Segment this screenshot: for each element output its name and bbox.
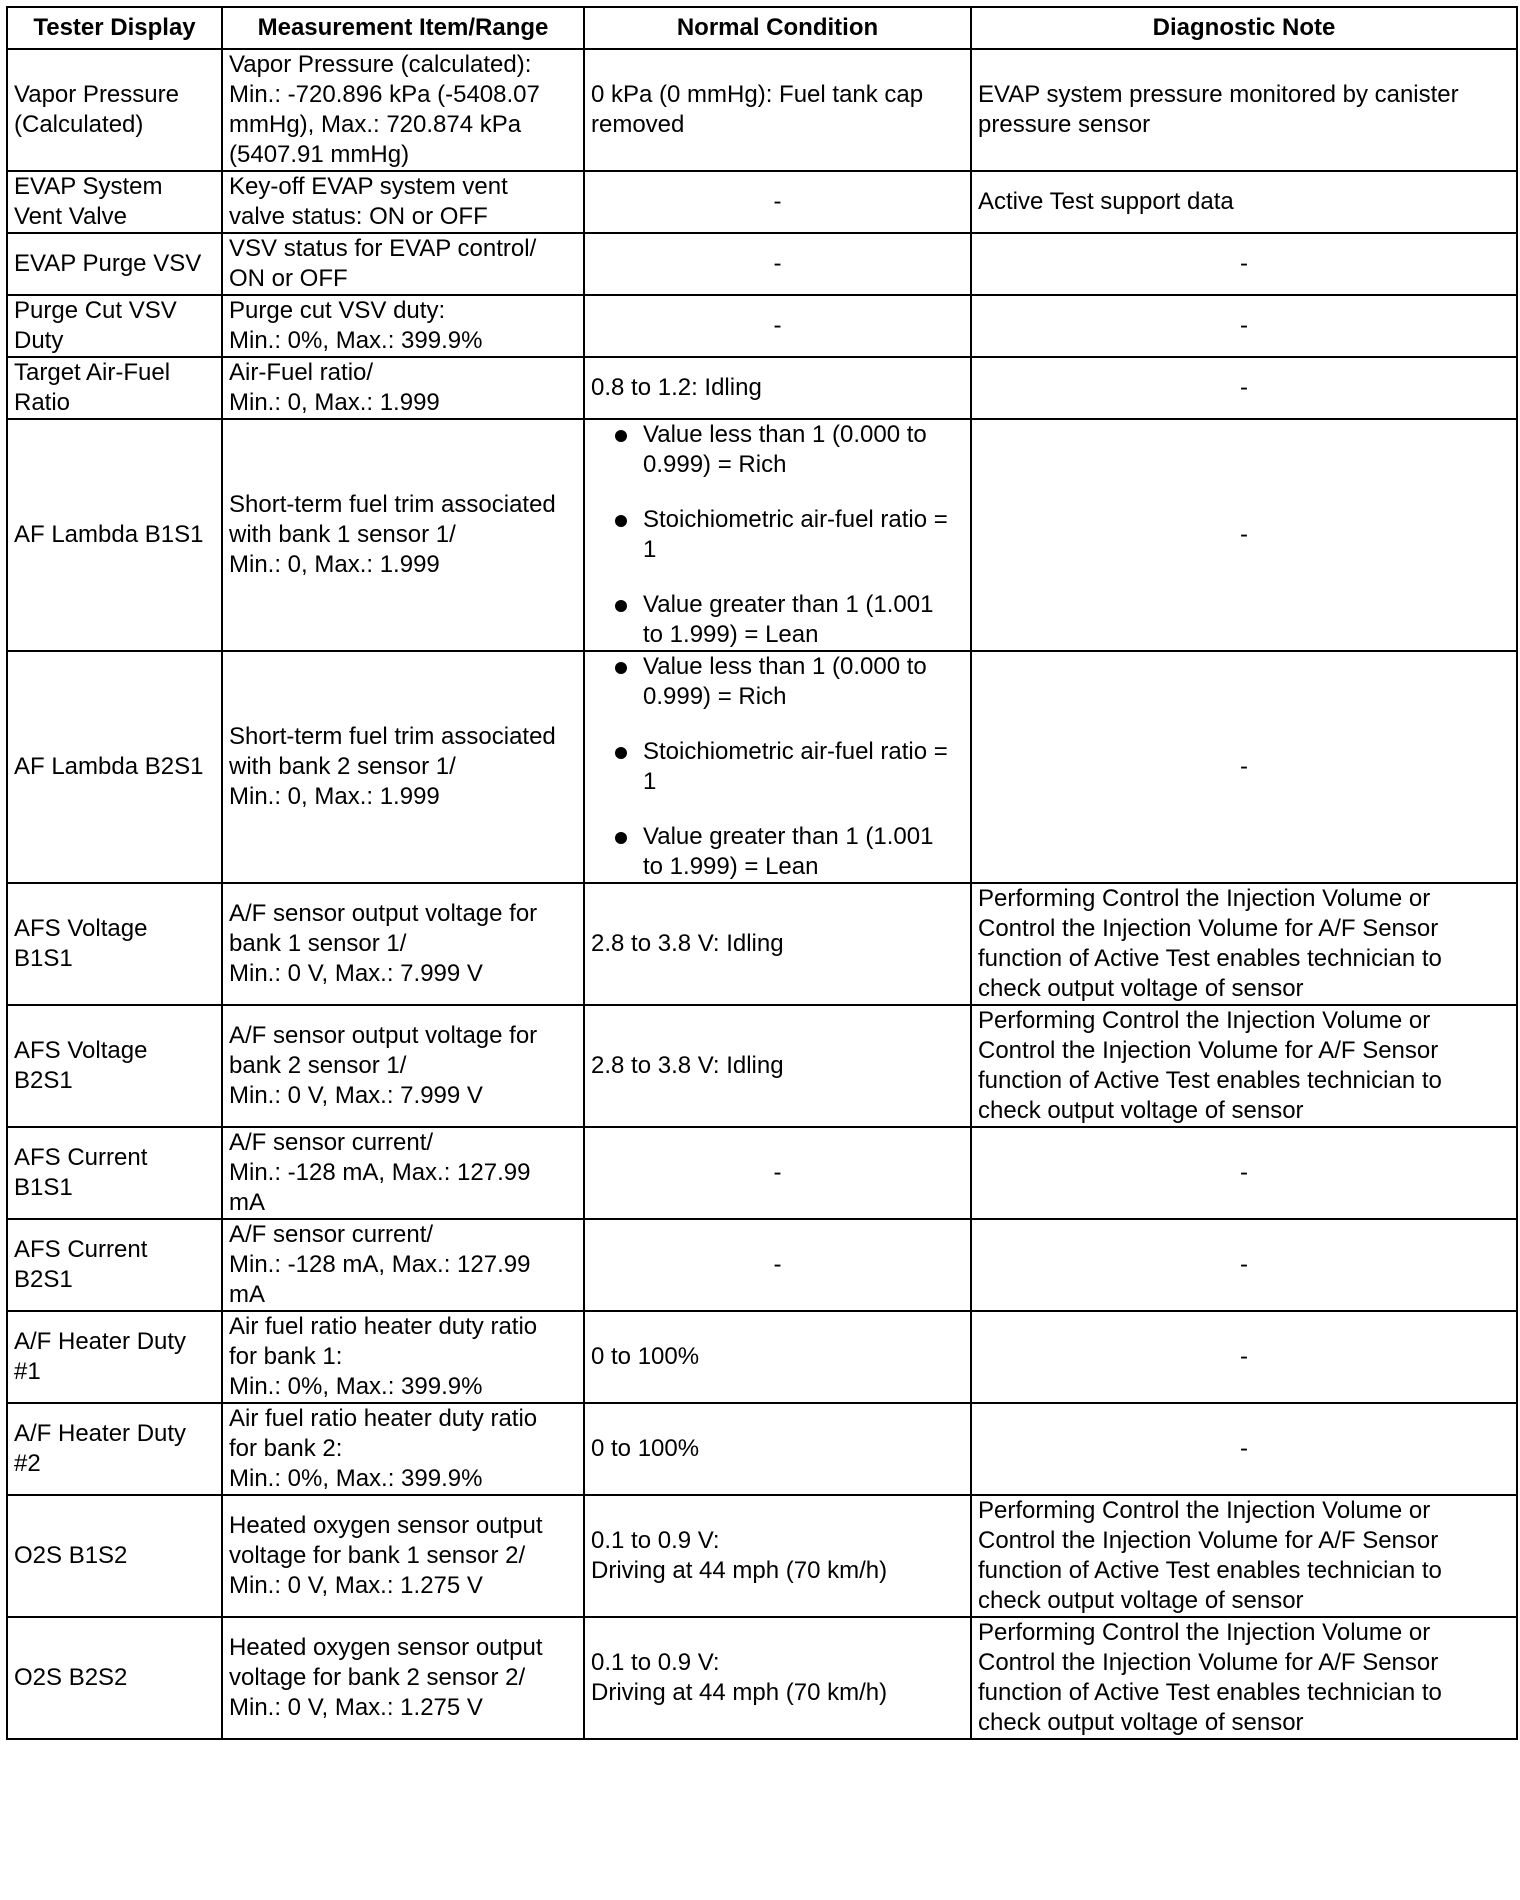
diagnostic-note-cell (971, 883, 1517, 1005)
measurement-cell (222, 233, 584, 295)
diagnostic-note-line: function of Active Test enables technician to (978, 945, 1442, 972)
diagnostic-note-cell (971, 419, 1517, 651)
normal-condition-line: Driving at 44 mph (70 km/h) (591, 1679, 888, 1706)
measurement-line: Min.: 0%, Max.: 399.9% (229, 327, 483, 354)
bullet-icon (615, 662, 627, 674)
tester-display-cell (7, 1219, 222, 1311)
diagnostic-note-line: Control the Injection Volume for A/F Sensor (978, 1037, 1439, 1064)
tester-display-cell (7, 357, 222, 419)
measurement-cell (222, 171, 584, 233)
tester-display-line: Duty (14, 327, 64, 354)
diagnostic-note-line: function of Active Test enables technician to (978, 1679, 1442, 1706)
measurement-cell (222, 1219, 584, 1311)
measurement-line: Min.: 0%, Max.: 399.9% (229, 1465, 483, 1492)
diagnostic-note-cell (971, 295, 1517, 357)
bullet-item (591, 652, 964, 712)
bullet-item (591, 505, 964, 565)
measurement-line: Min.: 0, Max.: 1.999 (229, 389, 440, 416)
tester-display-cell (7, 1005, 222, 1127)
measurement-line: Min.: -128 mA, Max.: 127.99 (229, 1159, 531, 1186)
measurement-line: Vapor Pressure (calculated): (229, 51, 532, 78)
table-row (7, 233, 1517, 295)
normal-condition-line: - (773, 1159, 782, 1186)
measurement-cell (222, 1127, 584, 1219)
tester-display-cell (7, 1617, 222, 1739)
tester-display-line: A/F Heater Duty (14, 1328, 187, 1355)
measurement-line: for bank 2: (229, 1435, 343, 1462)
normal-condition-line: - (773, 1251, 782, 1278)
measurement-line: Air fuel ratio heater duty ratio (229, 1313, 538, 1340)
tester-display-line: A/F Heater Duty (14, 1420, 187, 1447)
measurement-line: voltage for bank 1 sensor 2/ (229, 1542, 526, 1569)
table-body (7, 49, 1517, 1739)
tester-display-line: EVAP System (14, 173, 163, 200)
diagnostic-note-line: check output voltage of sensor (978, 1587, 1304, 1614)
measurement-line: A/F sensor output voltage for (229, 900, 538, 927)
normal-condition-line: - (773, 188, 782, 215)
bullet-text: Stoichiometric air-fuel ratio = 1 (643, 738, 948, 795)
table-row (7, 883, 1517, 1005)
diagnostic-note-line: pressure sensor (978, 111, 1151, 138)
measurement-line: with bank 1 sensor 1/ (229, 521, 456, 548)
diagnostic-note-line: - (1240, 374, 1248, 401)
tester-display-line: #2 (14, 1450, 41, 1477)
bullet-item (591, 420, 964, 480)
tester-display-cell (7, 295, 222, 357)
tester-display-line: EVAP Purge VSV (14, 250, 202, 277)
table-row (7, 419, 1517, 651)
bullet-list (591, 652, 964, 882)
diagnostic-note-line: - (1240, 753, 1248, 780)
normal-condition-cell (584, 1127, 971, 1219)
tester-display-line: B2S1 (14, 1067, 73, 1094)
measurement-line: bank 2 sensor 1/ (229, 1052, 407, 1079)
measurement-cell (222, 1005, 584, 1127)
diagnostic-note-line: function of Active Test enables technician to (978, 1557, 1442, 1584)
normal-condition-line: 0 kPa (0 mmHg): Fuel tank cap (591, 81, 924, 108)
normal-condition-cell (584, 883, 971, 1005)
tester-display-cell (7, 49, 222, 171)
measurement-line: Air-Fuel ratio/ (229, 359, 374, 386)
diagnostic-note-cell (971, 171, 1517, 233)
measurement-cell (222, 419, 584, 651)
measurement-line: Min.: 0 V, Max.: 7.999 V (229, 960, 483, 987)
normal-condition-cell (584, 1005, 971, 1127)
diagnostic-note-line: - (1240, 250, 1248, 277)
diagnostic-note-line: - (1240, 1251, 1248, 1278)
diagnostic-note-cell (971, 49, 1517, 171)
data-list-table (6, 6, 1518, 1740)
normal-condition-line: removed (591, 111, 685, 138)
tester-display-line: (Calculated) (14, 111, 144, 138)
table-row (7, 1495, 1517, 1617)
table-header-row (7, 7, 1517, 49)
diagnostic-note-cell (971, 1617, 1517, 1739)
measurement-line: ON or OFF (229, 265, 348, 292)
diagnostic-note-line: Active Test support data (978, 188, 1234, 215)
tester-display-line: AFS Voltage (14, 915, 148, 942)
table-row (7, 1127, 1517, 1219)
normal-condition-line: 0.8 to 1.2: Idling (591, 374, 762, 401)
bullet-icon (615, 600, 627, 612)
bullet-icon (615, 430, 627, 442)
normal-condition-cell (584, 171, 971, 233)
diagnostic-note-cell (971, 651, 1517, 883)
measurement-cell (222, 49, 584, 171)
measurement-line: Min.: 0 V, Max.: 1.275 V (229, 1572, 483, 1599)
measurement-line: A/F sensor current/ (229, 1129, 434, 1156)
tester-display-line: Target Air-Fuel (14, 359, 171, 386)
table-row (7, 1617, 1517, 1739)
diagnostic-note-cell (971, 357, 1517, 419)
tester-display-line: Ratio (14, 389, 71, 416)
table-row (7, 1219, 1517, 1311)
normal-condition-cell (584, 651, 971, 883)
measurement-cell (222, 1617, 584, 1739)
tester-display-line: Vent Valve (14, 203, 127, 230)
normal-condition-cell (584, 357, 971, 419)
measurement-line: Min.: -720.896 kPa (-5408.07 (229, 81, 540, 108)
normal-condition-line: 0 to 100% (591, 1435, 700, 1462)
diagnostic-note-cell (971, 233, 1517, 295)
measurement-line: Min.: 0, Max.: 1.999 (229, 551, 440, 578)
measurement-line: A/F sensor output voltage for (229, 1022, 538, 1049)
diagnostic-note-line: check output voltage of sensor (978, 1097, 1304, 1124)
measurement-line: Short-term fuel trim associated (229, 491, 556, 518)
diagnostic-note-cell (971, 1005, 1517, 1127)
table-row (7, 49, 1517, 171)
measurement-cell (222, 1403, 584, 1495)
table-row (7, 1403, 1517, 1495)
diagnostic-note-line: - (1240, 1435, 1248, 1462)
measurement-line: Min.: -128 mA, Max.: 127.99 (229, 1251, 531, 1278)
diagnostic-note-cell (971, 1219, 1517, 1311)
measurement-line: mA (229, 1189, 265, 1216)
measurement-line: VSV status for EVAP control/ (229, 235, 537, 262)
diagnostic-note-cell (971, 1495, 1517, 1617)
measurement-cell (222, 1311, 584, 1403)
diagnostic-note-line: Performing Control the Injection Volume or (978, 1497, 1431, 1524)
normal-condition-line: - (773, 250, 782, 277)
table-row (7, 171, 1517, 233)
measurement-cell (222, 651, 584, 883)
bullet-item (591, 822, 964, 882)
tester-display-line: AFS Current (14, 1144, 148, 1171)
tester-display-line: B1S1 (14, 1174, 73, 1201)
normal-condition-line: Driving at 44 mph (70 km/h) (591, 1557, 888, 1584)
table-row (7, 357, 1517, 419)
tester-display-cell (7, 233, 222, 295)
diagnostic-note-line: - (1240, 1343, 1248, 1370)
header-diagnostic-note: Diagnostic Note (971, 7, 1517, 49)
tester-display-line: AFS Current (14, 1236, 148, 1263)
measurement-line: for bank 1: (229, 1343, 343, 1370)
normal-condition-line: 0.1 to 0.9 V: (591, 1527, 720, 1554)
measurement-line: Purge cut VSV duty: (229, 297, 446, 324)
measurement-line: Heated oxygen sensor output (229, 1512, 543, 1539)
tester-display-cell (7, 651, 222, 883)
measurement-line: voltage for bank 2 sensor 2/ (229, 1664, 526, 1691)
header-tester-display: Tester Display (7, 7, 222, 49)
measurement-line: Min.: 0 V, Max.: 7.999 V (229, 1082, 483, 1109)
measurement-line: Short-term fuel trim associated (229, 723, 556, 750)
bullet-icon (615, 832, 627, 844)
tester-display-line: #1 (14, 1358, 41, 1385)
bullet-text: Value greater than 1 (1.001 to 1.999) = Lean (643, 823, 934, 880)
normal-condition-line: 2.8 to 3.8 V: Idling (591, 1052, 784, 1079)
tester-display-cell (7, 419, 222, 651)
tester-display-line: Vapor Pressure (14, 81, 179, 108)
measurement-line: Key-off EVAP system vent (229, 173, 508, 200)
diagnostic-note-cell (971, 1311, 1517, 1403)
diagnostic-note-line: Performing Control the Injection Volume or (978, 885, 1431, 912)
tester-display-cell (7, 171, 222, 233)
normal-condition-cell (584, 1403, 971, 1495)
bullet-item (591, 737, 964, 797)
diagnostic-note-cell (971, 1403, 1517, 1495)
normal-condition-cell (584, 1311, 971, 1403)
normal-condition-cell (584, 233, 971, 295)
tester-display-line: B1S1 (14, 945, 73, 972)
measurement-line: mmHg), Max.: 720.874 kPa (229, 111, 522, 138)
diagnostic-note-line: Control the Injection Volume for A/F Sensor (978, 1527, 1439, 1554)
tester-display-cell (7, 1127, 222, 1219)
measurement-line: (5407.91 mmHg) (229, 141, 410, 168)
bullet-icon (615, 515, 627, 527)
normal-condition-cell (584, 295, 971, 357)
normal-condition-cell (584, 1495, 971, 1617)
tester-display-line: Purge Cut VSV (14, 297, 177, 324)
tester-display-line: O2S B1S2 (14, 1542, 128, 1569)
diagnostic-note-line: - (1240, 1159, 1248, 1186)
diagnostic-note-line: check output voltage of sensor (978, 975, 1304, 1002)
measurement-line: Min.: 0%, Max.: 399.9% (229, 1373, 483, 1400)
measurement-line: Air fuel ratio heater duty ratio (229, 1405, 538, 1432)
measurement-line: Min.: 0 V, Max.: 1.275 V (229, 1694, 483, 1721)
tester-display-line: AFS Voltage (14, 1037, 148, 1064)
diagnostic-note-line: Performing Control the Injection Volume or (978, 1007, 1431, 1034)
tester-display-line: B2S1 (14, 1266, 73, 1293)
measurement-line: with bank 2 sensor 1/ (229, 753, 456, 780)
bullet-text: Value less than 1 (0.000 to 0.999) = Rich (643, 421, 927, 478)
diagnostic-note-line: Control the Injection Volume for A/F Sensor (978, 1649, 1439, 1676)
normal-condition-line: - (773, 312, 782, 339)
bullet-list (591, 420, 964, 650)
measurement-line: Heated oxygen sensor output (229, 1634, 543, 1661)
header-measurement-item-range: Measurement Item/Range (222, 7, 584, 49)
tester-display-line: AF Lambda B2S1 (14, 753, 204, 780)
diagnostic-note-line: Control the Injection Volume for A/F Sensor (978, 915, 1439, 942)
measurement-cell (222, 357, 584, 419)
measurement-line: A/F sensor current/ (229, 1221, 434, 1248)
tester-display-cell (7, 1403, 222, 1495)
measurement-line: mA (229, 1281, 265, 1308)
measurement-line: valve status: ON or OFF (229, 203, 488, 230)
bullet-text: Value less than 1 (0.000 to 0.999) = Rich (643, 653, 927, 710)
diagnostic-note-line: - (1240, 312, 1248, 339)
normal-condition-cell (584, 1617, 971, 1739)
tester-display-cell (7, 1495, 222, 1617)
table-row (7, 651, 1517, 883)
diagnostic-note-line: - (1240, 521, 1248, 548)
normal-condition-line: 2.8 to 3.8 V: Idling (591, 930, 784, 957)
bullet-item (591, 590, 964, 650)
diagnostic-note-line: Performing Control the Injection Volume or (978, 1619, 1431, 1646)
measurement-cell (222, 1495, 584, 1617)
tester-display-cell (7, 883, 222, 1005)
measurement-line: Min.: 0, Max.: 1.999 (229, 783, 440, 810)
normal-condition-line: 0.1 to 0.9 V: (591, 1649, 720, 1676)
diagnostic-note-line: check output voltage of sensor (978, 1709, 1304, 1736)
bullet-text: Stoichiometric air-fuel ratio = 1 (643, 506, 948, 563)
measurement-cell (222, 295, 584, 357)
bullet-text: Value greater than 1 (1.001 to 1.999) = Lean (643, 591, 934, 648)
measurement-line: bank 1 sensor 1/ (229, 930, 407, 957)
bullet-icon (615, 747, 627, 759)
tester-display-line: AF Lambda B1S1 (14, 521, 204, 548)
normal-condition-line: 0 to 100% (591, 1343, 700, 1370)
diagnostic-note-line: EVAP system pressure monitored by canister (978, 81, 1459, 108)
diagnostic-note-line: function of Active Test enables technician to (978, 1067, 1442, 1094)
measurement-cell (222, 883, 584, 1005)
table-row (7, 1311, 1517, 1403)
normal-condition-cell (584, 419, 971, 651)
table-row (7, 295, 1517, 357)
table-row (7, 1005, 1517, 1127)
normal-condition-cell (584, 1219, 971, 1311)
tester-display-line: O2S B2S2 (14, 1664, 128, 1691)
diagnostic-note-cell (971, 1127, 1517, 1219)
tester-display-cell (7, 1311, 222, 1403)
header-normal-condition: Normal Condition (584, 7, 971, 49)
normal-condition-cell (584, 49, 971, 171)
